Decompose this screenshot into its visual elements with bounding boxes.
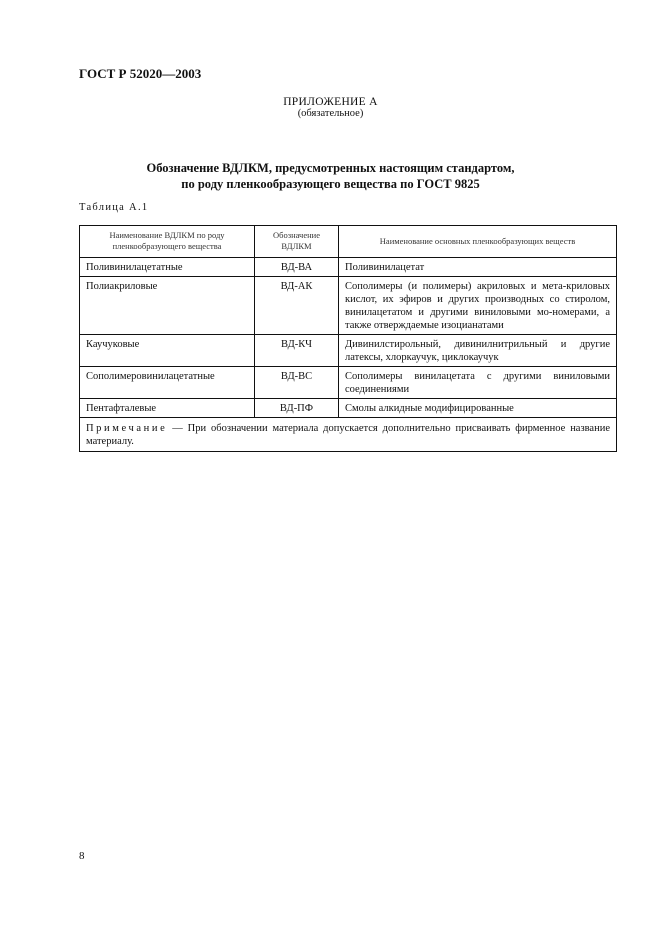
cell-substances: Смолы алкидные модифицированные (339, 399, 617, 418)
section-heading (0, 160, 661, 192)
cell-substances: Сополимеры (и полимеры) акриловых и мета-криловых кислот, их эфиров и других производных со стиролом, винилацетатом и другими виниловыми мо-номерами, а также отверждаемые изоцианатами (339, 277, 617, 335)
cell-substances: Поливинилацетат (339, 258, 617, 277)
table-caption: Таблица А.1 (79, 202, 149, 213)
cell-code: ВД-КЧ (255, 335, 339, 367)
page-number: 8 (79, 850, 85, 862)
cell-code: ВД-ВА (255, 258, 339, 277)
appendix-title: ПРИЛОЖЕНИЕ А (283, 96, 378, 108)
appendix-status: (обязательное) (297, 108, 364, 119)
appendix-header (0, 96, 661, 119)
cell-code: ВД-ВС (255, 367, 339, 399)
table-row (80, 399, 617, 418)
cell-substances: Дивинилстирольный, дивинилнитрильный и другие латексы, хлоркаучук, циклокаучук (339, 335, 617, 367)
note-label: Примечание (86, 423, 168, 434)
cell-name: Пентафталевые (80, 399, 255, 418)
cell-substances: Сополимеры винилацетата с другими виниловыми соединениями (339, 367, 617, 399)
designation-table (79, 225, 617, 452)
column-header-substances: Наименование основных пленкообразующих веществ (339, 226, 617, 258)
table-row (80, 258, 617, 277)
note-text: — При обозначении материала допускается дополнительно присваивать фирменное название материалу. (86, 423, 610, 447)
cell-name: Сополимеровинилацетатные (80, 367, 255, 399)
cell-name: Каучуковые (80, 335, 255, 367)
cell-code: ВД-АК (255, 277, 339, 335)
document-code: ГОСТ Р 52020—2003 (79, 66, 202, 81)
table-row (80, 335, 617, 367)
table-header-row (80, 226, 617, 258)
column-header-code: Обозначение ВДЛКМ (255, 226, 339, 258)
column-header-name: Наименование ВДЛКМ по роду пленкообразующего вещества (80, 226, 255, 258)
cell-code: ВД-ПФ (255, 399, 339, 418)
table-row (80, 367, 617, 399)
cell-name: Поливинилацетатные (80, 258, 255, 277)
heading-line-1: Обозначение ВДЛКМ, предусмотренных настоящим стандартом, (146, 161, 515, 175)
table-note-row (80, 418, 617, 452)
table-note (80, 418, 617, 452)
heading-line-2: по роду пленкообразующего вещества по ГОСТ 9825 (181, 177, 480, 191)
table-row (80, 277, 617, 335)
cell-name: Полиакриловые (80, 277, 255, 335)
